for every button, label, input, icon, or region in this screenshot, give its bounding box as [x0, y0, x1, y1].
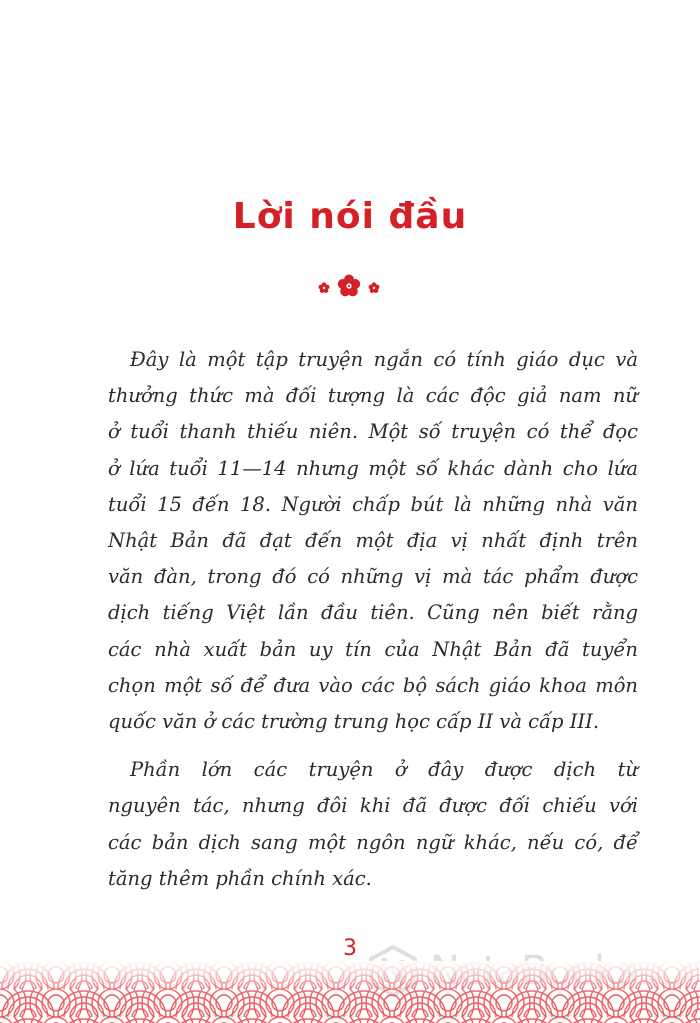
- page-number: 3: [343, 936, 357, 961]
- preface-body: [108, 342, 638, 897]
- text-line: các nhà xuất bản uy tín của Nhật Bản đã tuyển: [108, 637, 638, 661]
- text-line: ở tuổi thanh thiếu niên. Một số truyện có thể đọc: [108, 420, 638, 444]
- text-line: văn đàn, trong đó có những vị mà tác phẩm được: [108, 565, 638, 589]
- text-line: tăng thêm phần chính xác.: [108, 866, 372, 890]
- paragraph-gap: [108, 740, 638, 752]
- seigaiha-wave-pattern: [0, 961, 700, 1023]
- text-line: dịch tiếng Việt lần đầu tiên. Cũng nên biết rằng: [108, 601, 638, 625]
- text-line: quốc văn ở các trường trung học cấp II và cấp III.: [108, 710, 600, 734]
- text-line: tuổi 15 đến 18. Người chấp bút là những nhà văn: [108, 492, 638, 516]
- text-line: Phần lớn các truyện ở đây được dịch từ: [130, 758, 638, 782]
- page-title: Lời nói đầu: [232, 196, 468, 237]
- text-line: ở lứa tuổi 11—14 nhưng một số khác dành cho lứa: [108, 456, 638, 480]
- text-line: Nhật Bản đã đạt đến một địa vị nhất định trên: [108, 529, 638, 553]
- plum-blossom-icon: [314, 272, 384, 302]
- text-line: thưởng thức mà đối tượng là các độc giả nam nữ: [108, 384, 638, 408]
- text-line: nguyên tác, nhưng đôi khi đã được đối chiếu với: [108, 794, 638, 818]
- text-line: các bản dịch sang một ngôn ngữ khác, nếu có, để: [108, 830, 638, 854]
- text-line: Đây là một tập truyện ngắn có tính giáo dục và: [130, 348, 638, 371]
- text-line: chọn một số để đưa vào các bộ sách giáo khoa môn: [108, 673, 638, 697]
